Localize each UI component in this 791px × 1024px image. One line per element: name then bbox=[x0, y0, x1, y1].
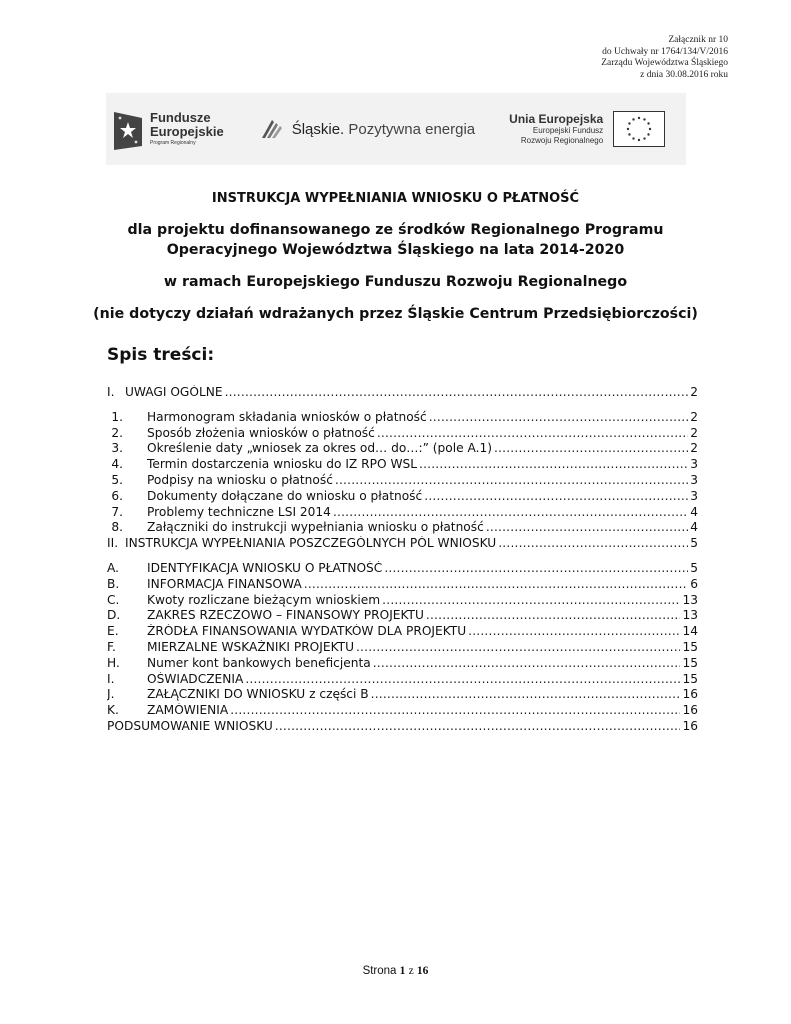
attachment-note bbox=[428, 35, 728, 81]
toc-entry-page: 14 bbox=[682, 624, 698, 639]
toc-entry-label: UWAGI OGÓLNE bbox=[125, 385, 223, 399]
toc-dot-leader bbox=[498, 536, 688, 550]
toc-entry-page: 4 bbox=[690, 504, 698, 519]
slaskie-slogan: Pozytywna energia bbox=[348, 120, 476, 138]
toc-summary-row[interactable] bbox=[107, 719, 698, 735]
toc-item-row[interactable] bbox=[107, 410, 698, 426]
toc-entry-page: 2 bbox=[690, 409, 698, 424]
toc-item-row[interactable] bbox=[107, 703, 698, 719]
toc-item-row[interactable] bbox=[107, 608, 698, 624]
toc-entry-number: 1. bbox=[111, 409, 123, 424]
toc-item-row[interactable] bbox=[107, 441, 698, 457]
ue-fund-line1: Europejski Fundusz bbox=[532, 126, 604, 135]
toc-entry-page: 13 bbox=[682, 608, 698, 623]
toc-entry-label: MIERZALNE WSKAŹNIKI PROJEKTU bbox=[147, 639, 354, 654]
toc-dot-leader bbox=[384, 561, 688, 575]
toc-entry-label: IDENTYFIKACJA WNIOSKU O PŁATNOŚĆ bbox=[147, 560, 383, 575]
toc-item-row[interactable] bbox=[107, 426, 698, 442]
eu-star-icon bbox=[628, 122, 630, 124]
toc-entry-number: 8. bbox=[111, 520, 123, 535]
toc-dot-leader bbox=[230, 703, 680, 717]
toc-dot-leader bbox=[429, 410, 689, 424]
footer-page-word: Strona bbox=[362, 965, 397, 977]
toc-entry-number: II. bbox=[107, 536, 119, 551]
toc-entry-number: A. bbox=[107, 560, 119, 575]
table-of-contents bbox=[107, 385, 698, 735]
eu-star-icon bbox=[627, 128, 629, 130]
toc-entry-label: OŚWIADCZENIA bbox=[147, 671, 244, 686]
toc-entry-label: Określenie daty „wniosek za okres od… do…:” (pole A.1) bbox=[147, 441, 492, 456]
footer-current-page: 1 bbox=[399, 965, 406, 977]
toc-entry-page: 6 bbox=[690, 576, 698, 591]
toc-dot-leader bbox=[245, 672, 680, 686]
toc-entry-label: ZAKRES RZECZOWO – FINANSOWY PROJEKTU bbox=[147, 608, 424, 623]
eu-star-icon bbox=[648, 133, 650, 135]
toc-entry-label: Numer kont bankowych beneficjenta bbox=[147, 655, 371, 670]
toc-item-row[interactable] bbox=[107, 505, 698, 521]
toc-entry-label: Sposób złożenia wniosków o płatność bbox=[147, 425, 375, 440]
toc-entry-number: C. bbox=[107, 592, 120, 607]
toc-item-row[interactable] bbox=[107, 687, 698, 703]
ue-title: Unia Europejska bbox=[509, 112, 604, 126]
logo-bar bbox=[106, 93, 686, 165]
toc-item-row[interactable] bbox=[107, 640, 698, 656]
toc-dot-leader bbox=[373, 656, 681, 670]
toc-item-row[interactable] bbox=[107, 624, 698, 640]
toc-entry-page: 16 bbox=[682, 687, 698, 702]
toc-dot-leader bbox=[494, 441, 688, 455]
toc-entry-label: Problemy techniczne LSI 2014 bbox=[147, 504, 331, 519]
eu-star-icon bbox=[632, 137, 634, 139]
toc-entry-number: 7. bbox=[111, 504, 123, 519]
toc-entry-label: ŹRÓDŁA FINANSOWANIA WYDATKÓW DLA PROJEKTU bbox=[147, 624, 467, 639]
toc-entry-label: Harmonogram składania wniosków o płatność bbox=[147, 409, 427, 424]
toc-dot-leader bbox=[468, 624, 680, 638]
toc-entry-number: 4. bbox=[111, 457, 123, 472]
toc-dot-leader bbox=[426, 608, 681, 622]
toc-entry-page: 3 bbox=[690, 488, 698, 503]
attachment-line: Zarządu Województwa Śląskiego bbox=[601, 58, 728, 69]
eu-flag-icon bbox=[613, 111, 665, 147]
attachment-line: Załącznik nr 10 bbox=[668, 35, 728, 45]
toc-dot-leader bbox=[486, 520, 688, 534]
toc-entry-page: 5 bbox=[690, 560, 698, 575]
eu-star-icon bbox=[638, 117, 640, 119]
toc-entry-number: K. bbox=[107, 703, 119, 718]
toc-dot-leader bbox=[382, 593, 680, 607]
toc-entry-number: E. bbox=[107, 624, 119, 639]
toc-entry-label: Termin dostarczenia wniosku do IZ RPO WSL bbox=[147, 457, 418, 472]
toc-dot-leader bbox=[333, 505, 688, 519]
footer-total-pages: 16 bbox=[416, 965, 429, 977]
toc-entry-page: 16 bbox=[682, 703, 698, 718]
toc-dot-leader bbox=[371, 687, 681, 701]
toc-entry-page: 2 bbox=[690, 425, 698, 440]
document-headings bbox=[0, 190, 791, 324]
toc-entry-number: 2. bbox=[111, 425, 123, 440]
toc-entry-number: B. bbox=[107, 576, 120, 591]
eu-star-icon bbox=[628, 133, 630, 135]
toc-entry-number: F. bbox=[107, 639, 116, 654]
toc-title: Spis treści: bbox=[107, 345, 215, 365]
toc-item-row[interactable] bbox=[107, 520, 698, 536]
toc-entry-label: Załączniki do instrukcji wypełniania wniosku o płatność bbox=[147, 520, 484, 535]
toc-item-row[interactable] bbox=[107, 489, 698, 505]
toc-entry-page: 13 bbox=[682, 592, 698, 607]
eu-star-icon bbox=[648, 122, 650, 124]
toc-entry-page: 15 bbox=[682, 639, 698, 654]
slaskie-wing-icon bbox=[260, 118, 286, 140]
toc-entry-label: INSTRUKCJA WYPEŁNIANIA POSZCZEGÓLNYCH PÓL WNIOSKU bbox=[125, 536, 497, 551]
eu-star-icon bbox=[649, 128, 651, 130]
toc-entry-label: Kwoty rozliczane bieżącym wnioskiem bbox=[147, 592, 381, 607]
toc-entry-label: PODSUMOWANIE WNIOSKU bbox=[107, 718, 273, 733]
footer-of-word: z bbox=[408, 965, 414, 977]
toc-entry-page: 3 bbox=[690, 457, 698, 472]
slaskie-name: Śląskie. bbox=[291, 120, 345, 138]
toc-entry-number: J. bbox=[107, 687, 115, 702]
program-regionalny-label: Program Regionalny bbox=[150, 140, 196, 146]
eu-star-icon bbox=[632, 118, 634, 120]
toc-item-row[interactable] bbox=[107, 577, 698, 593]
toc-item-row[interactable] bbox=[107, 473, 698, 489]
eu-star-icon bbox=[643, 118, 645, 120]
toc-entry-label: ZAŁĄCZNIKI DO WNIOSKU z części B bbox=[147, 687, 369, 702]
subtitle-line1: dla projektu dofinansowanego ze środków Regionalnego Programu bbox=[127, 222, 664, 238]
toc-entry-page: 4 bbox=[690, 520, 698, 535]
toc-entry-page: 2 bbox=[690, 441, 698, 456]
fundusze-europejskie-logo bbox=[114, 108, 224, 150]
eu-star-icon bbox=[643, 137, 645, 139]
toc-entry-number: 3. bbox=[111, 441, 123, 456]
subtitle-line2: Operacyjnego Województwa Śląskiego na lata 2014-2020 bbox=[166, 242, 625, 258]
toc-entry-number: I. bbox=[107, 671, 115, 686]
toc-entry-page: 15 bbox=[682, 671, 698, 686]
fundusze-star-icon bbox=[114, 108, 142, 150]
toc-entry-label: Dokumenty dołączane do wniosku o płatność bbox=[147, 488, 423, 503]
toc-dot-leader bbox=[377, 426, 688, 440]
ue-fund-line2: Rozwoju Regionalnego bbox=[520, 136, 604, 145]
document-title: INSTRUKCJA WYPEŁNIANIA WNIOSKU O PŁATNOŚĆ bbox=[211, 191, 580, 206]
toc-dot-leader bbox=[275, 719, 681, 733]
toc-item-row[interactable] bbox=[107, 672, 698, 688]
toc-entry-page: 2 bbox=[690, 385, 698, 399]
toc-item-row[interactable] bbox=[107, 457, 698, 473]
toc-item-row[interactable] bbox=[107, 593, 698, 609]
toc-item-row[interactable] bbox=[107, 656, 698, 672]
toc-entry-number: H. bbox=[107, 655, 120, 670]
toc-entry-page: 15 bbox=[682, 655, 698, 670]
slaskie-logo bbox=[260, 118, 475, 140]
page-footer bbox=[0, 965, 791, 977]
eu-star-icon bbox=[638, 139, 640, 141]
toc-entry-number: 5. bbox=[111, 472, 123, 487]
toc-entry-page: 3 bbox=[690, 472, 698, 487]
toc-section-row[interactable] bbox=[107, 536, 698, 552]
unia-europejska-logo bbox=[509, 111, 665, 147]
attachment-line: do Uchwały nr 1764/134/V/2016 bbox=[602, 46, 728, 57]
toc-entry-number: 6. bbox=[111, 488, 123, 503]
toc-entry-number: D. bbox=[107, 608, 121, 623]
toc-entry-label: Podpisy na wniosku o płatność bbox=[147, 472, 333, 487]
exclusion-note: (nie dotyczy działań wdrażanych przez Śląskie Centrum Przedsiębiorczości) bbox=[93, 306, 698, 322]
toc-entry-label: ZAMÓWIENIA bbox=[147, 703, 229, 718]
toc-entry-page: 16 bbox=[682, 718, 698, 733]
toc-entry-label: INFORMACJA FINANSOWA bbox=[147, 576, 302, 591]
toc-entry-page: 5 bbox=[690, 536, 698, 551]
attachment-line: z dnia 30.08.2016 roku bbox=[640, 69, 728, 80]
toc-section-row[interactable] bbox=[107, 385, 698, 401]
toc-dot-leader bbox=[419, 457, 688, 471]
toc-item-row[interactable] bbox=[107, 561, 698, 577]
europejskie-title: Europejskie bbox=[150, 124, 224, 139]
toc-dot-leader bbox=[335, 473, 688, 487]
toc-dot-leader bbox=[225, 385, 689, 399]
toc-entry-number: I. bbox=[107, 385, 115, 399]
toc-dot-leader bbox=[356, 640, 681, 654]
toc-dot-leader bbox=[304, 577, 688, 591]
fundusze-title: Fundusze bbox=[150, 110, 211, 125]
toc-dot-leader bbox=[424, 489, 688, 503]
fund-heading: w ramach Europejskiego Funduszu Rozwoju Regionalnego bbox=[163, 274, 628, 290]
